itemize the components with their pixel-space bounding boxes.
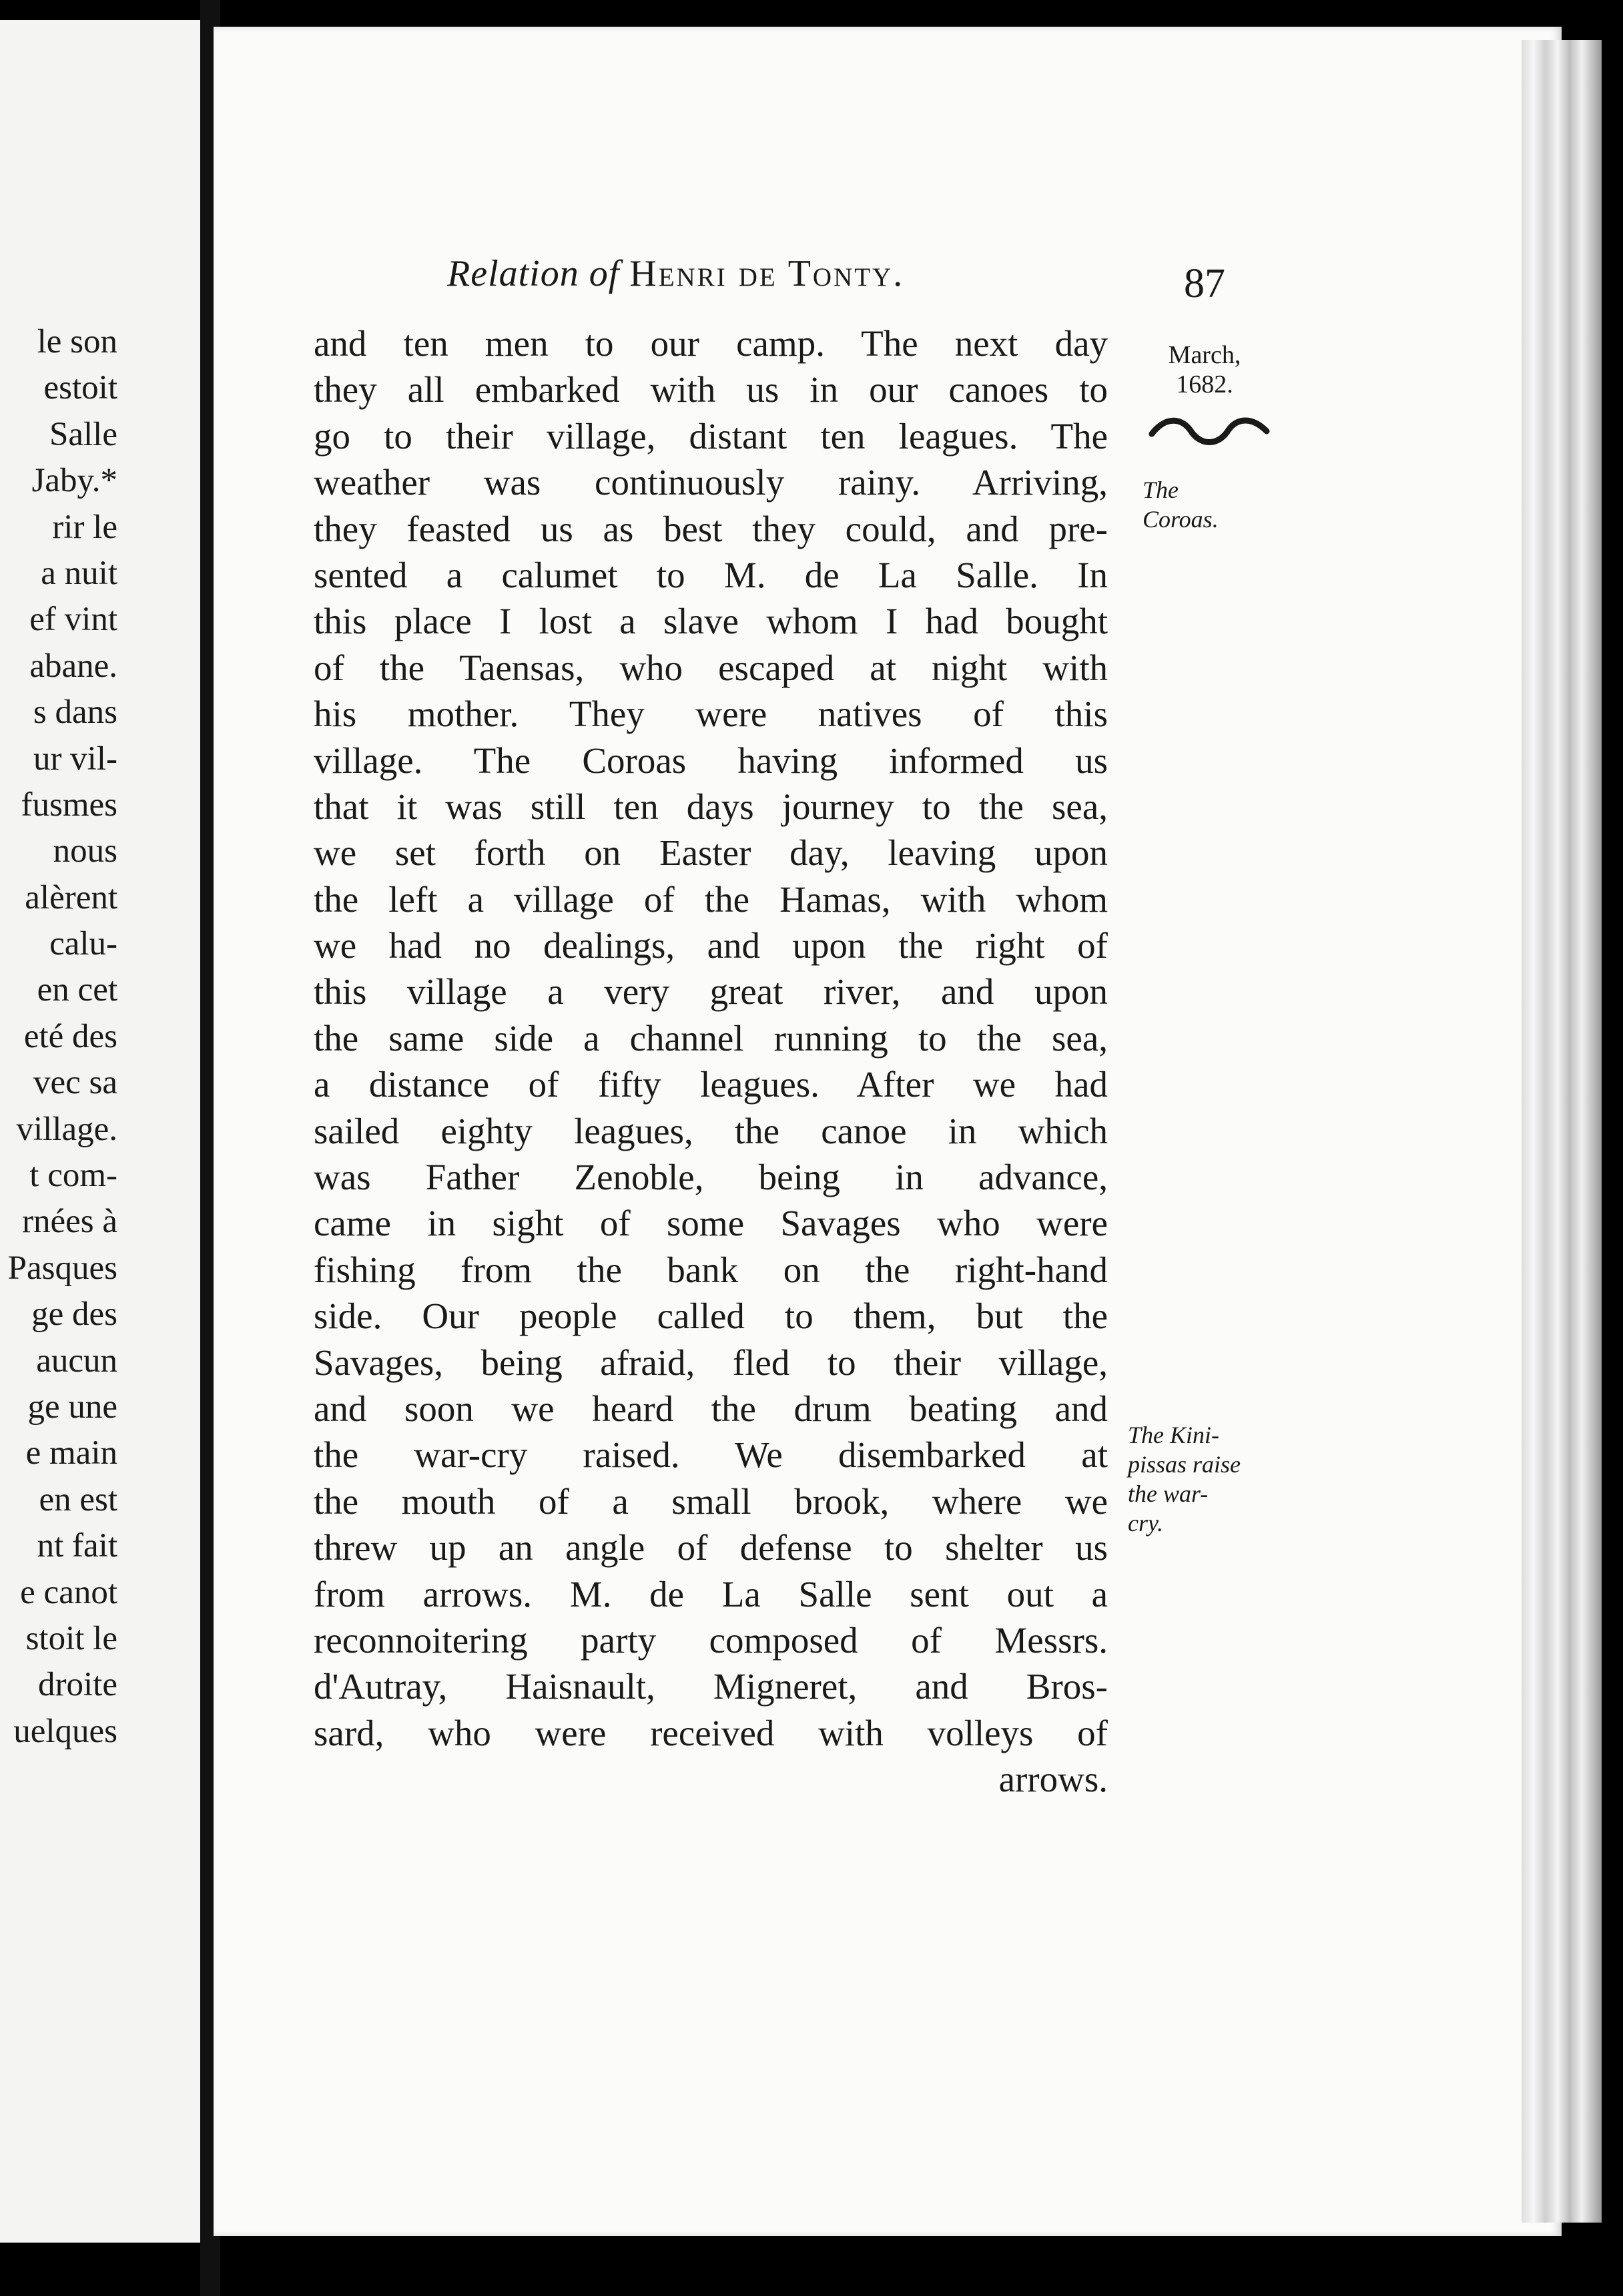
body-line: his mother. They were natives of this: [314, 693, 1108, 735]
left-page-line: rir le: [52, 508, 117, 546]
body-line: village. The Coroas having informed us: [314, 740, 1108, 781]
left-page-line: aucun: [36, 1342, 117, 1380]
left-page-line: uelques: [13, 1712, 117, 1750]
left-page-line: en est: [39, 1480, 117, 1518]
left-page-line: Salle: [49, 415, 117, 453]
body-line: a distance of fifty leagues. After we had: [314, 1064, 1108, 1105]
left-page-line: stoit le: [25, 1619, 117, 1657]
margin-note-line: cry.: [1128, 1510, 1163, 1536]
margin-note-line: Coroas.: [1143, 506, 1219, 533]
body-line: we had no dealings, and upon the right of: [314, 925, 1108, 966]
body-line: arrows.: [998, 1759, 1108, 1800]
body-line: the left a village of the Hamas, with whom: [314, 878, 1108, 920]
body-line: sented a calumet to M. de La Salle. In: [314, 554, 1108, 595]
left-page-line: s dans: [33, 693, 117, 732]
margin-note-line: the war-: [1128, 1480, 1209, 1507]
left-page-line: eté des: [23, 1017, 117, 1055]
left-page-line: ef vint: [29, 601, 117, 639]
left-page-line: fusmes: [21, 786, 117, 824]
page-edges: [1522, 40, 1602, 2223]
left-page-line: droite: [38, 1666, 117, 1704]
body-line: came in sight of some Savages who were: [314, 1203, 1108, 1244]
left-page-line: ur vil-: [33, 740, 117, 778]
left-page: [0, 20, 200, 2243]
left-page-line: village.: [16, 1110, 117, 1148]
body-line: they feasted us as best they could, and pre-: [314, 508, 1108, 549]
left-page-line: rnées à: [22, 1203, 117, 1241]
left-page-line: nous: [53, 832, 117, 870]
left-page-text: [8, 319, 117, 1755]
running-head-caps: Henri de Tonty.: [629, 253, 905, 294]
left-page-line: ge des: [31, 1296, 117, 1334]
left-page-line: e main: [25, 1434, 117, 1472]
body-line: the mouth of a small brook, where we: [314, 1480, 1108, 1522]
margin-note-line: The Kini-: [1128, 1422, 1220, 1448]
body-line: side. Our people called to them, but the: [314, 1296, 1108, 1337]
page-body-text: [314, 320, 1108, 1803]
left-page-line: Pasques: [7, 1249, 117, 1287]
body-line: sailed eighty leagues, the canoe in which: [314, 1110, 1108, 1151]
left-page-line: le son: [37, 323, 117, 360]
left-page-line: t com-: [29, 1157, 117, 1195]
body-line: they all embarked with us in our canoes to: [314, 369, 1108, 410]
margin-note-line: pissas raise: [1128, 1451, 1241, 1478]
body-line: of the Taensas, who escaped at night with: [314, 647, 1108, 688]
left-page-line: vec sa: [33, 1064, 117, 1102]
left-page-line: e canot: [20, 1573, 117, 1611]
left-page-line: ge une: [27, 1388, 117, 1426]
left-page-line: alèrent: [25, 878, 117, 916]
body-line: d'Autray, Haisnault, Migneret, and Bros-: [314, 1666, 1108, 1707]
margin-note-kinipissas: [1128, 1420, 1241, 1538]
body-line: this village a very great river, and upon: [314, 971, 1108, 1013]
left-page-line: a nuit: [41, 554, 117, 592]
body-line: and soon we heard the drum beating and: [314, 1388, 1108, 1429]
margin-date-year: 1682.: [1176, 370, 1233, 398]
body-line: reconnoitering party composed of Messrs.: [314, 1619, 1108, 1661]
body-line: was Father Zenoble, being in advance,: [314, 1157, 1108, 1198]
body-line: that it was still ten days journey to the sea,: [314, 786, 1108, 827]
body-line: and ten men to our camp. The next day: [314, 323, 1108, 364]
body-line: fishing from the bank on the right-hand: [314, 1249, 1108, 1290]
body-line: this place I lost a slave whom I had bought: [314, 601, 1108, 642]
left-page-line: nt fait: [37, 1527, 117, 1565]
page-number: 87: [1184, 261, 1225, 306]
running-head: [447, 252, 904, 295]
ornament-flourish-icon: [1145, 411, 1272, 451]
body-line: the same side a channel running to the sea,: [314, 1017, 1108, 1059]
margin-date-month: March,: [1168, 341, 1241, 369]
left-page-line: en cet: [37, 971, 117, 1009]
body-line: the war-cry raised. We disembarked at: [314, 1434, 1108, 1476]
running-head-italic: Relation of: [447, 253, 620, 294]
margin-note-coroas: [1143, 475, 1219, 534]
body-line: from arrows. M. de La Salle sent out a: [314, 1573, 1108, 1615]
left-page-line: abane.: [29, 647, 117, 685]
left-page-line: Jaby.*: [31, 462, 117, 500]
body-line: sard, who were received with volleys of: [314, 1712, 1108, 1753]
body-line: we set forth on Easter day, leaving upon: [314, 832, 1108, 874]
body-line: go to their village, distant ten leagues. The: [314, 415, 1108, 457]
margin-note-line: The: [1143, 477, 1179, 503]
body-line: weather was continuously rainy. Arriving,: [314, 462, 1108, 503]
left-page-line: estoit: [43, 369, 117, 407]
left-page-line: calu-: [49, 925, 117, 963]
margin-date-note: [1155, 340, 1255, 399]
body-line: Savages, being afraid, fled to their village,: [314, 1342, 1108, 1383]
body-line: threw up an angle of defense to shelter us: [314, 1527, 1108, 1568]
